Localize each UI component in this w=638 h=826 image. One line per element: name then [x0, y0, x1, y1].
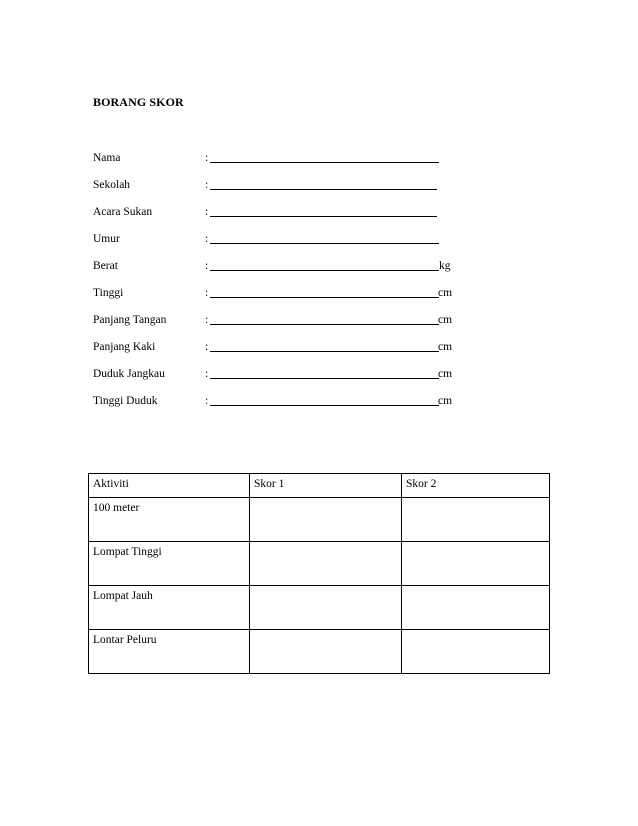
- score-table: [88, 473, 550, 674]
- sekolah-input-line[interactable]: [210, 189, 437, 190]
- activity-cell: Lontar Peluru: [89, 630, 250, 674]
- skor-1-cell[interactable]: [250, 542, 402, 586]
- field-unit: cm: [438, 341, 453, 353]
- tinggi-duduk-input-line[interactable]: [210, 405, 439, 406]
- panjang-tangan-input-line[interactable]: [210, 324, 439, 325]
- field-label: Duduk Jangkau: [93, 368, 165, 380]
- skor-1-cell[interactable]: [250, 630, 402, 674]
- activity-cell: Lompat Jauh: [89, 586, 250, 630]
- field-colon: :: [205, 341, 209, 353]
- header-skor-2: Skor 2: [402, 474, 550, 498]
- field-colon: :: [205, 206, 209, 218]
- field-unit: cm: [438, 314, 453, 326]
- field-label: Sekolah: [93, 179, 131, 191]
- form-title: BORANG SKOR: [93, 95, 184, 109]
- field-colon: :: [205, 314, 209, 326]
- field-unit: cm: [438, 287, 453, 299]
- berat-input-line[interactable]: [210, 270, 439, 271]
- field-colon: :: [205, 395, 209, 407]
- field-label: Nama: [93, 152, 121, 164]
- table-row: [89, 542, 550, 586]
- header-skor-1: Skor 1: [250, 474, 402, 498]
- acara-sukan-input-line[interactable]: [210, 216, 437, 217]
- skor-2-cell[interactable]: [402, 630, 550, 674]
- field-label: Tinggi Duduk: [93, 395, 158, 407]
- tinggi-input-line[interactable]: [210, 297, 439, 298]
- umur-input-line[interactable]: [210, 243, 439, 244]
- header-aktiviti: Aktiviti: [89, 474, 250, 498]
- skor-2-cell[interactable]: [402, 542, 550, 586]
- skor-2-cell[interactable]: [402, 586, 550, 630]
- table-row: [89, 586, 550, 630]
- duduk-jangkau-input-line[interactable]: [210, 378, 439, 379]
- panjang-kaki-input-line[interactable]: [210, 351, 439, 352]
- field-label: Tinggi: [93, 287, 124, 299]
- field-label: Berat: [93, 260, 118, 272]
- skor-2-cell[interactable]: [402, 498, 550, 542]
- table-header-row: [89, 474, 550, 498]
- activity-cell: 100 meter: [89, 498, 250, 542]
- field-colon: :: [205, 152, 209, 164]
- field-colon: :: [205, 233, 209, 245]
- skor-1-cell[interactable]: [250, 498, 402, 542]
- activity-cell: Lompat Tinggi: [89, 542, 250, 586]
- field-label: Umur: [93, 233, 120, 245]
- skor-1-cell[interactable]: [250, 586, 402, 630]
- field-unit: cm: [438, 395, 453, 407]
- nama-input-line[interactable]: [210, 162, 439, 163]
- field-label: Acara Sukan: [93, 206, 153, 218]
- table-row: [89, 498, 550, 542]
- field-label: Panjang Kaki: [93, 341, 156, 353]
- field-label: Panjang Tangan: [93, 314, 167, 326]
- field-colon: :: [205, 179, 209, 191]
- table-row: [89, 630, 550, 674]
- field-colon: :: [205, 368, 209, 380]
- field-unit: kg: [439, 260, 451, 272]
- field-unit: cm: [438, 368, 453, 380]
- field-colon: :: [205, 287, 209, 299]
- field-colon: :: [205, 260, 209, 272]
